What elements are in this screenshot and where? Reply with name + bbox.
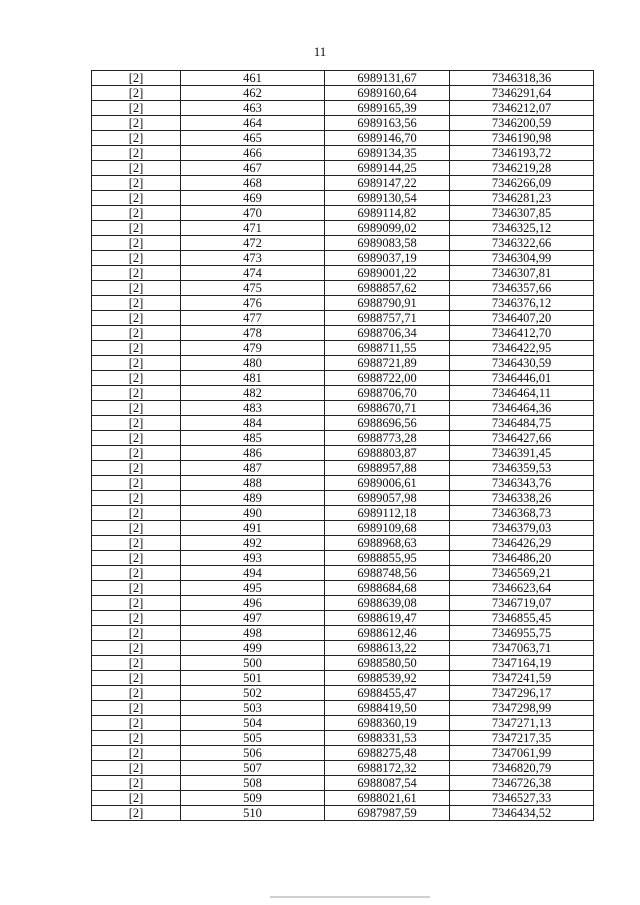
x-coordinate-cell: 6989160,64 (325, 86, 450, 101)
table-row (92, 326, 594, 341)
section-ref-cell: [2] (92, 521, 181, 536)
x-coordinate-cell: 6989147,22 (325, 176, 450, 191)
point-number-cell: 509 (181, 791, 325, 806)
table-row (92, 161, 594, 176)
x-coordinate-cell: 6988419,50 (325, 701, 450, 716)
table-row (92, 176, 594, 191)
x-coordinate-cell: 6988331,53 (325, 731, 450, 746)
y-coordinate-cell: 7347298,99 (450, 701, 594, 716)
table-row (92, 116, 594, 131)
section-ref-cell: [2] (92, 626, 181, 641)
y-coordinate-cell: 7347271,13 (450, 716, 594, 731)
point-number-cell: 505 (181, 731, 325, 746)
y-coordinate-cell: 7346304,99 (450, 251, 594, 266)
section-ref-cell: [2] (92, 266, 181, 281)
page-number: 11 (313, 44, 327, 59)
section-ref-cell: [2] (92, 341, 181, 356)
x-coordinate-cell: 6989163,56 (325, 116, 450, 131)
table-row (92, 191, 594, 206)
x-coordinate-cell: 6989083,58 (325, 236, 450, 251)
coordinates-table (91, 70, 594, 821)
x-coordinate-cell: 6989099,02 (325, 221, 450, 236)
section-ref-cell: [2] (92, 566, 181, 581)
y-coordinate-cell: 7346219,28 (450, 161, 594, 176)
section-ref-cell: [2] (92, 746, 181, 761)
point-number-cell: 463 (181, 101, 325, 116)
y-coordinate-cell: 7346430,59 (450, 356, 594, 371)
x-coordinate-cell: 6988639,08 (325, 596, 450, 611)
section-ref-cell: [2] (92, 236, 181, 251)
y-coordinate-cell: 7346307,85 (450, 206, 594, 221)
section-ref-cell: [2] (92, 536, 181, 551)
y-coordinate-cell: 7346322,66 (450, 236, 594, 251)
table-row (92, 671, 594, 686)
point-number-cell: 491 (181, 521, 325, 536)
section-ref-cell: [2] (92, 356, 181, 371)
point-number-cell: 486 (181, 446, 325, 461)
section-ref-cell: [2] (92, 641, 181, 656)
y-coordinate-cell: 7346266,09 (450, 176, 594, 191)
point-number-cell: 487 (181, 461, 325, 476)
point-number-cell: 473 (181, 251, 325, 266)
table-row (92, 311, 594, 326)
y-coordinate-cell: 7347164,19 (450, 656, 594, 671)
x-coordinate-cell: 6988275,48 (325, 746, 450, 761)
point-number-cell: 502 (181, 686, 325, 701)
section-ref-cell: [2] (92, 131, 181, 146)
section-ref-cell: [2] (92, 716, 181, 731)
section-ref-cell: [2] (92, 71, 181, 86)
x-coordinate-cell: 6989131,67 (325, 71, 450, 86)
point-number-cell: 480 (181, 356, 325, 371)
table-row (92, 221, 594, 236)
y-coordinate-cell: 7347241,59 (450, 671, 594, 686)
y-coordinate-cell: 7346281,23 (450, 191, 594, 206)
point-number-cell: 488 (181, 476, 325, 491)
section-ref-cell: [2] (92, 731, 181, 746)
table-row (92, 101, 594, 116)
y-coordinate-cell: 7346200,59 (450, 116, 594, 131)
point-number-cell: 485 (181, 431, 325, 446)
point-number-cell: 469 (181, 191, 325, 206)
point-number-cell: 479 (181, 341, 325, 356)
y-coordinate-cell: 7346484,75 (450, 416, 594, 431)
point-number-cell: 483 (181, 401, 325, 416)
table-row (92, 776, 594, 791)
table-row (92, 611, 594, 626)
section-ref-cell: [2] (92, 191, 181, 206)
table-row (92, 581, 594, 596)
section-ref-cell: [2] (92, 371, 181, 386)
x-coordinate-cell: 6989037,19 (325, 251, 450, 266)
x-coordinate-cell: 6988619,47 (325, 611, 450, 626)
x-coordinate-cell: 6988803,87 (325, 446, 450, 461)
x-coordinate-cell: 6989112,18 (325, 506, 450, 521)
y-coordinate-cell: 7346318,36 (450, 71, 594, 86)
x-coordinate-cell: 6988706,70 (325, 386, 450, 401)
table-row (92, 761, 594, 776)
section-ref-cell: [2] (92, 791, 181, 806)
x-coordinate-cell: 6988722,00 (325, 371, 450, 386)
point-number-cell: 493 (181, 551, 325, 566)
section-ref-cell: [2] (92, 401, 181, 416)
x-coordinate-cell: 6988580,50 (325, 656, 450, 671)
x-coordinate-cell: 6988087,54 (325, 776, 450, 791)
x-coordinate-cell: 6989144,25 (325, 161, 450, 176)
x-coordinate-cell: 6988670,71 (325, 401, 450, 416)
x-coordinate-cell: 6988684,68 (325, 581, 450, 596)
point-number-cell: 467 (181, 161, 325, 176)
x-coordinate-cell: 6988706,34 (325, 326, 450, 341)
x-coordinate-cell: 6988857,62 (325, 281, 450, 296)
x-coordinate-cell: 6988790,91 (325, 296, 450, 311)
section-ref-cell: [2] (92, 176, 181, 191)
x-coordinate-cell: 6989001,22 (325, 266, 450, 281)
y-coordinate-cell: 7346368,73 (450, 506, 594, 521)
point-number-cell: 471 (181, 221, 325, 236)
point-number-cell: 495 (181, 581, 325, 596)
section-ref-cell: [2] (92, 686, 181, 701)
section-ref-cell: [2] (92, 596, 181, 611)
table-row (92, 86, 594, 101)
table-row (92, 401, 594, 416)
point-number-cell: 490 (181, 506, 325, 521)
section-ref-cell: [2] (92, 101, 181, 116)
section-ref-cell: [2] (92, 326, 181, 341)
section-ref-cell: [2] (92, 656, 181, 671)
x-coordinate-cell: 6989134,35 (325, 146, 450, 161)
point-number-cell: 468 (181, 176, 325, 191)
y-coordinate-cell: 7346391,45 (450, 446, 594, 461)
section-ref-cell: [2] (92, 671, 181, 686)
point-number-cell: 472 (181, 236, 325, 251)
point-number-cell: 474 (181, 266, 325, 281)
y-coordinate-cell: 7347063,71 (450, 641, 594, 656)
y-coordinate-cell: 7346426,29 (450, 536, 594, 551)
table-row (92, 506, 594, 521)
section-ref-cell: [2] (92, 281, 181, 296)
y-coordinate-cell: 7346427,66 (450, 431, 594, 446)
section-ref-cell: [2] (92, 146, 181, 161)
table-row (92, 491, 594, 506)
y-coordinate-cell: 7346820,79 (450, 761, 594, 776)
point-number-cell: 504 (181, 716, 325, 731)
section-ref-cell: [2] (92, 701, 181, 716)
x-coordinate-cell: 6989146,70 (325, 131, 450, 146)
table-row (92, 446, 594, 461)
scan-artifact-line (270, 896, 430, 898)
point-number-cell: 496 (181, 596, 325, 611)
table-row (92, 206, 594, 221)
point-number-cell: 492 (181, 536, 325, 551)
y-coordinate-cell: 7346486,20 (450, 551, 594, 566)
y-coordinate-cell: 7347296,17 (450, 686, 594, 701)
y-coordinate-cell: 7346325,12 (450, 221, 594, 236)
table-row (92, 431, 594, 446)
x-coordinate-cell: 6988613,22 (325, 641, 450, 656)
point-number-cell: 482 (181, 386, 325, 401)
x-coordinate-cell: 6988757,71 (325, 311, 450, 326)
table-row (92, 476, 594, 491)
x-coordinate-cell: 6988612,46 (325, 626, 450, 641)
section-ref-cell: [2] (92, 506, 181, 521)
x-coordinate-cell: 6988711,55 (325, 341, 450, 356)
y-coordinate-cell: 7346719,07 (450, 596, 594, 611)
y-coordinate-cell: 7346343,76 (450, 476, 594, 491)
point-number-cell: 462 (181, 86, 325, 101)
point-number-cell: 475 (181, 281, 325, 296)
table-row (92, 296, 594, 311)
table-row (92, 131, 594, 146)
table-row (92, 551, 594, 566)
point-number-cell: 498 (181, 626, 325, 641)
y-coordinate-cell: 7346190,98 (450, 131, 594, 146)
section-ref-cell: [2] (92, 431, 181, 446)
section-ref-cell: [2] (92, 251, 181, 266)
y-coordinate-cell: 7346376,12 (450, 296, 594, 311)
y-coordinate-cell: 7346412,70 (450, 326, 594, 341)
y-coordinate-cell: 7347061,99 (450, 746, 594, 761)
table-row (92, 251, 594, 266)
table-row (92, 686, 594, 701)
x-coordinate-cell: 6989057,98 (325, 491, 450, 506)
section-ref-cell: [2] (92, 806, 181, 821)
table-row (92, 626, 594, 641)
y-coordinate-cell: 7347217,35 (450, 731, 594, 746)
table-row (92, 791, 594, 806)
table-row (92, 656, 594, 671)
section-ref-cell: [2] (92, 386, 181, 401)
y-coordinate-cell: 7346407,20 (450, 311, 594, 326)
point-number-cell: 484 (181, 416, 325, 431)
y-coordinate-cell: 7346434,52 (450, 806, 594, 821)
x-coordinate-cell: 6988855,95 (325, 551, 450, 566)
point-number-cell: 464 (181, 116, 325, 131)
point-number-cell: 499 (181, 641, 325, 656)
point-number-cell: 501 (181, 671, 325, 686)
y-coordinate-cell: 7346357,66 (450, 281, 594, 296)
point-number-cell: 461 (181, 71, 325, 86)
y-coordinate-cell: 7346359,53 (450, 461, 594, 476)
x-coordinate-cell: 6989109,68 (325, 521, 450, 536)
point-number-cell: 506 (181, 746, 325, 761)
point-number-cell: 478 (181, 326, 325, 341)
section-ref-cell: [2] (92, 296, 181, 311)
table-row (92, 641, 594, 656)
y-coordinate-cell: 7346464,36 (450, 401, 594, 416)
y-coordinate-cell: 7346623,64 (450, 581, 594, 596)
section-ref-cell: [2] (92, 206, 181, 221)
point-number-cell: 508 (181, 776, 325, 791)
table-row (92, 746, 594, 761)
y-coordinate-cell: 7346422,95 (450, 341, 594, 356)
point-number-cell: 489 (181, 491, 325, 506)
table-row (92, 566, 594, 581)
y-coordinate-cell: 7346855,45 (450, 611, 594, 626)
point-number-cell: 470 (181, 206, 325, 221)
section-ref-cell: [2] (92, 776, 181, 791)
section-ref-cell: [2] (92, 611, 181, 626)
point-number-cell: 497 (181, 611, 325, 626)
point-number-cell: 494 (181, 566, 325, 581)
section-ref-cell: [2] (92, 476, 181, 491)
x-coordinate-cell: 6988455,47 (325, 686, 450, 701)
x-coordinate-cell: 6988021,61 (325, 791, 450, 806)
table-row (92, 371, 594, 386)
table-row (92, 701, 594, 716)
point-number-cell: 476 (181, 296, 325, 311)
point-number-cell: 465 (181, 131, 325, 146)
section-ref-cell: [2] (92, 491, 181, 506)
table-row (92, 386, 594, 401)
table-row (92, 236, 594, 251)
y-coordinate-cell: 7346212,07 (450, 101, 594, 116)
y-coordinate-cell: 7346527,33 (450, 791, 594, 806)
x-coordinate-cell: 6989165,39 (325, 101, 450, 116)
section-ref-cell: [2] (92, 461, 181, 476)
point-number-cell: 481 (181, 371, 325, 386)
table-row (92, 266, 594, 281)
point-number-cell: 477 (181, 311, 325, 326)
table-row (92, 416, 594, 431)
section-ref-cell: [2] (92, 161, 181, 176)
point-number-cell: 503 (181, 701, 325, 716)
x-coordinate-cell: 6987987,59 (325, 806, 450, 821)
x-coordinate-cell: 6988696,56 (325, 416, 450, 431)
x-coordinate-cell: 6989130,54 (325, 191, 450, 206)
section-ref-cell: [2] (92, 551, 181, 566)
table-row (92, 806, 594, 821)
x-coordinate-cell: 6988721,89 (325, 356, 450, 371)
table-row (92, 521, 594, 536)
table-row (92, 71, 594, 86)
y-coordinate-cell: 7346464,11 (450, 386, 594, 401)
y-coordinate-cell: 7346569,21 (450, 566, 594, 581)
section-ref-cell: [2] (92, 761, 181, 776)
point-number-cell: 507 (181, 761, 325, 776)
table-row (92, 731, 594, 746)
y-coordinate-cell: 7346338,26 (450, 491, 594, 506)
section-ref-cell: [2] (92, 446, 181, 461)
y-coordinate-cell: 7346307,81 (450, 266, 594, 281)
y-coordinate-cell: 7346955,75 (450, 626, 594, 641)
x-coordinate-cell: 6988773,28 (325, 431, 450, 446)
table-row (92, 461, 594, 476)
y-coordinate-cell: 7346291,64 (450, 86, 594, 101)
point-number-cell: 500 (181, 656, 325, 671)
table-row (92, 341, 594, 356)
table-row (92, 536, 594, 551)
x-coordinate-cell: 6988539,92 (325, 671, 450, 686)
table-row (92, 356, 594, 371)
section-ref-cell: [2] (92, 221, 181, 236)
section-ref-cell: [2] (92, 581, 181, 596)
y-coordinate-cell: 7346726,38 (450, 776, 594, 791)
point-number-cell: 466 (181, 146, 325, 161)
point-number-cell: 510 (181, 806, 325, 821)
coordinates-table-body (92, 71, 594, 821)
x-coordinate-cell: 6989114,82 (325, 206, 450, 221)
section-ref-cell: [2] (92, 311, 181, 326)
x-coordinate-cell: 6988748,56 (325, 566, 450, 581)
x-coordinate-cell: 6989006,61 (325, 476, 450, 491)
section-ref-cell: [2] (92, 116, 181, 131)
y-coordinate-cell: 7346446,01 (450, 371, 594, 386)
x-coordinate-cell: 6988957,88 (325, 461, 450, 476)
table-row (92, 596, 594, 611)
table-row (92, 146, 594, 161)
x-coordinate-cell: 6988968,63 (325, 536, 450, 551)
y-coordinate-cell: 7346193,72 (450, 146, 594, 161)
x-coordinate-cell: 6988172,32 (325, 761, 450, 776)
section-ref-cell: [2] (92, 416, 181, 431)
table-row (92, 716, 594, 731)
x-coordinate-cell: 6988360,19 (325, 716, 450, 731)
section-ref-cell: [2] (92, 86, 181, 101)
y-coordinate-cell: 7346379,03 (450, 521, 594, 536)
table-row (92, 281, 594, 296)
